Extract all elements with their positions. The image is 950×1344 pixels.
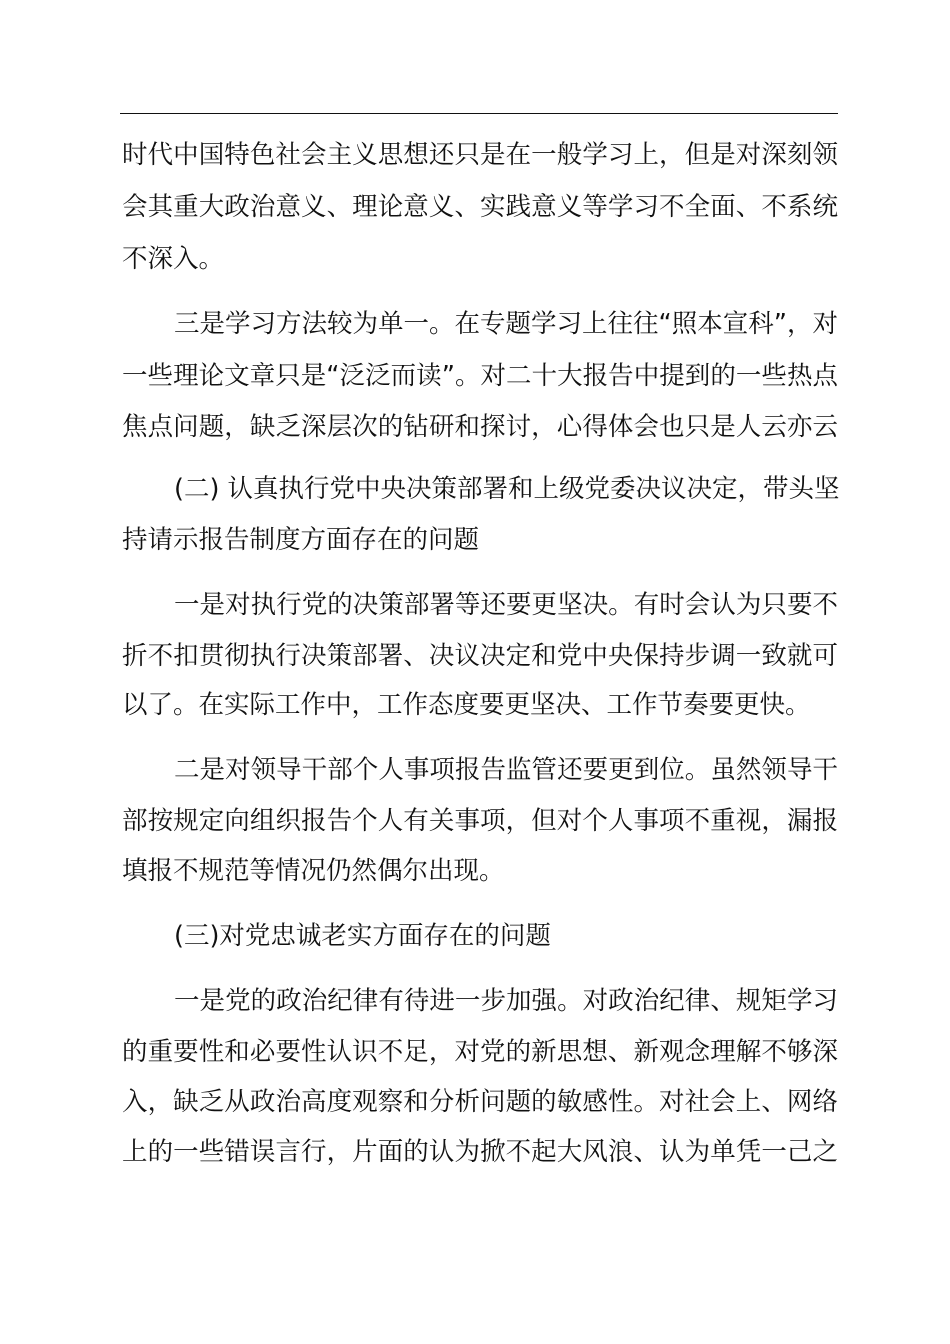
section-heading-line: 持请示报告制度方面存在的问题: [122, 525, 480, 555]
paragraph-line: 一些理论文章只是“泛泛而读”。对二十大报告中提到的一些热点: [122, 361, 838, 391]
header-rule: [120, 113, 838, 114]
paragraph-line: 填报不规范等情况仍然偶尔出现。: [122, 856, 505, 886]
section-heading-line: (二) 认真执行党中央决策部署和上级党委决议决定，带头坚: [174, 474, 840, 504]
paragraph-line: 折不扣贯彻执行决策部署、决议决定和党中央保持步调一致就可: [122, 641, 838, 671]
paragraph-line: 时代中国特色社会主义思想还只是在一般学习上，但是对深刻领: [122, 140, 838, 170]
section-heading-line: (三)对党忠诚老实方面存在的问题: [174, 921, 551, 951]
paragraph-line: 上的一些错误言行，片面的认为掀不起大风浪、认为单凭一己之: [122, 1137, 838, 1167]
paragraph-line: 的重要性和必要性认识不足，对党的新思想、新观念理解不够深: [122, 1037, 838, 1067]
paragraph-line: 以了。在实际工作中，工作态度要更坚决、工作节奏要更快。: [122, 690, 811, 720]
paragraph-line: 焦点问题，缺乏深层次的钻研和探讨，心得体会也只是人云亦云: [122, 412, 838, 442]
paragraph-line: 不深入。: [122, 244, 225, 274]
paragraph-line: 三是学习方法较为单一。在专题学习上往往“照本宣科”，对: [174, 309, 838, 339]
paragraph-line: 部按规定向组织报告个人有关事项，但对个人事项不重视，漏报: [122, 806, 838, 836]
paragraph-line: 一是党的政治纪律有待进一步加强。对政治纪律、规矩学习: [174, 986, 838, 1016]
paragraph-line: 一是对执行党的决策部署等还要更坚决。有时会认为只要不: [174, 590, 838, 620]
paragraph-line: 会其重大政治意义、理论意义、实践意义等学习不全面、不系统: [122, 192, 838, 222]
paragraph-line: 二是对领导干部个人事项报告监管还要更到位。虽然领导干: [174, 755, 838, 785]
paragraph-line: 入，缺乏从政治高度观察和分析问题的敏感性。对社会上、网络: [122, 1087, 838, 1117]
